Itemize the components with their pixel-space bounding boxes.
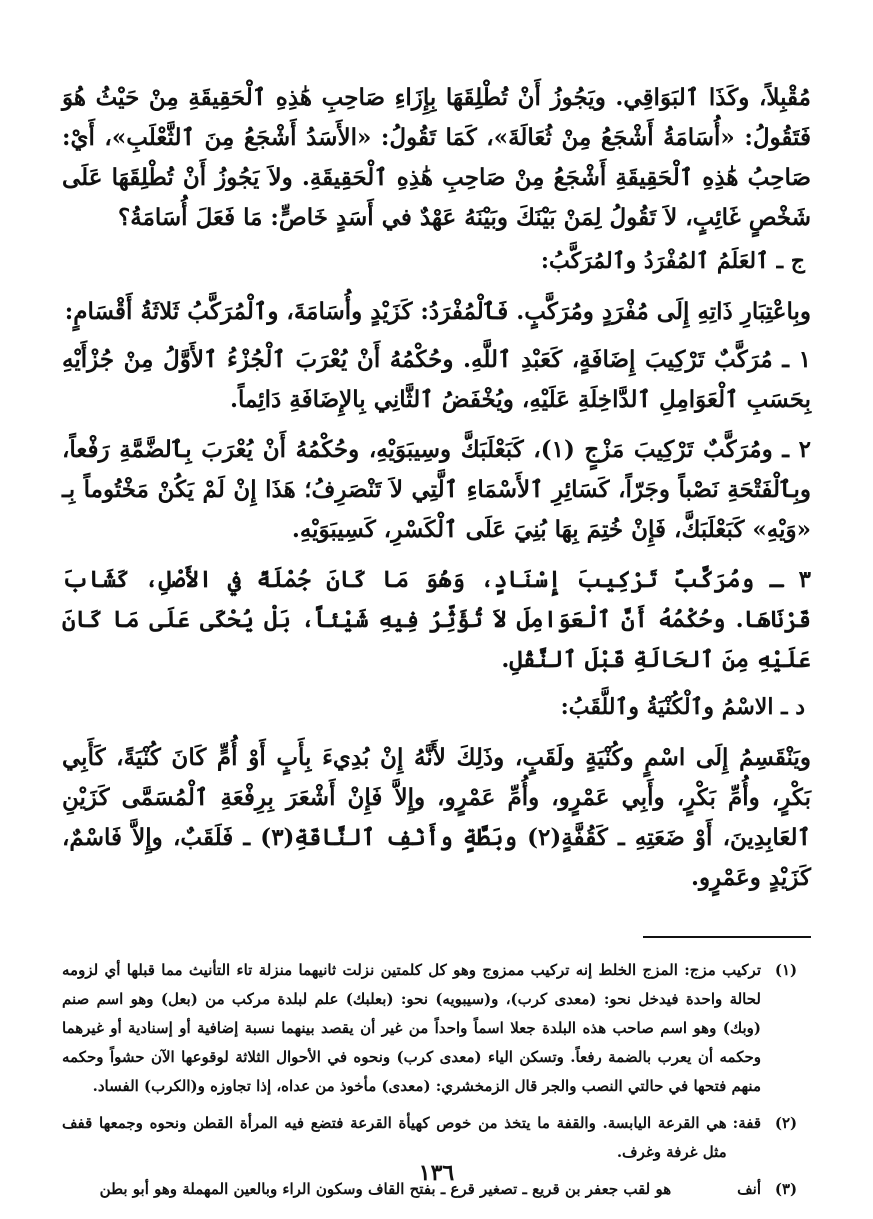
section-c-item-1: ١ ـ مُرَكَّبٌ تَرْكِيبَ إِضَافَةٍ، كَعَبْدِ ٱللَّهِ. وحُكْمُهُ أَنْ يُعْرَبَ ٱلْجُزْءُ ٱلأَوَّلُ مِنْ جُزْأَيْهِ بِحَسَبِ ٱلْعَوَامِلِ ٱلدَّاخِلَةِ عَلَيْهِ، ويُخْفَضُ ٱلثَّانِي بِالإِضَافَةِ دَائِماً. [62,346,811,413]
footnote-number: (١) [774,961,798,979]
footnote-number: (٢) [774,1114,798,1132]
section-d-paragraph: ويَنْقَسِمُ إِلَى اسْمٍ وكُنْيَةٍ ولَقَبٍ، وذَلِكَ لأَنَّهُ إِنْ بُدِيءَ بِأَبٍ أَوْ أُمٍّ كَانَ كُنْيَةً، كَأَبِي بَكْرٍ، وأُمِّ بَكْرٍ، وأَبِي عَمْرٍو، وأُمِّ عَمْرٍو، وإِلاَّ فَإِنْ أَشْعَرَ بِرِفْعَةِ ٱلْمُسَمَّى كَزَيْنِ ٱلعَابِدِينَ، أَوْ ضَعَتِهِ ـ كَقُفَّةٍ(٢) وبَطَّةٍ وأَنْفِ ٱلنَّاقَةِ(٣) ـ فَلَقَبٌ، وإِلاَّ فَاسْمٌ، كَزَيْدٍ وعَمْرٍو. [62,744,811,891]
intro-paragraph: مُقْبِلاً، وكَذَا ٱلبَوَاقِي. ويَجُوزُ أَنْ تُطْلِقَهَا بِإِزَاءِ صَاحِبِ هَٰذِهِ ٱلْحَقِيقَةِ مِنْ حَيْثُ هُوَ فَتَقُولُ: «أُسَامَةُ أَشْجَعُ مِنْ ثُعَالَةَ»، كَمَا تَقُولُ: «الأَسَدُ أَشْجَعُ مِنَ ٱلثَّعْلَبِ»، أَيْ: صَاحِبُ هَٰذِهِ ٱلْحَقِيقَةِ أَشْجَعُ مِنْ صَاحِبِ هَٰذِهِ ٱلْحَقِيقَةِ. ولاَ يَجُوزُ أَنْ تُطْلِقَهَا عَلَى شَخْصٍ غَائِبٍ، لاَ تَقُولُ لِمَنْ بَيْنَكَ وبَيْنَهُ عَهْدٌ في أَسَدٍ خَاصٍّ: مَا فَعَلَ أُسَامَةُ؟ [62,84,811,231]
footnote-headword: قفة: [732,1114,761,1132]
footnote-text: هي القرعة اليابسة. والقفة ما يتخذ من خوص كهيأة القرعة فتضع فيه المرأة القطن ونحوه وجمعها قفف مثل غرفة وغرف. [62,1114,727,1161]
footnote-1 [62,956,811,1101]
section-c-intro: وبِاعْتِبَارِ ذَاتِهِ إِلَى مُفْرَدٍ ومُرَكَّبٍ. فَٱلْمُفْرَدُ: كَزَيْدٍ وأُسَامَةَ، وٱلْمُرَكَّبُ ثَلاثَةُ أَقْسَامٍ: [64,298,811,325]
footnote-separator-wrap [62,906,811,956]
footnote-number: (٣) [774,1180,798,1198]
section-c-item-3: ٣ ـ ومُرَكَّبٌ تَرْكِيبَ إِسْنَادٍ، وَهُوَ مَا كَانَ جُمْلَةً في الأَصْلِ، كَشَابَ قَرْنَاهَا. وحُكْمُهُ أَنَّ ٱلْعَوَامِلَ لاَ تُؤَثِّرُ فِيهِ شَيْئاً، بَلْ يُحْكَى عَلَى مَا كَانَ عَلَيْهِ مِنَ ٱلحَالَةِ قَبْلَ ٱلنَّقْلِ. [62,566,811,673]
page-number: ١٣٦ [418,1160,455,1186]
section-c-item-2: ٢ ـ ومُرَكَّبٌ تَرْكِيبَ مَزْجٍ (١)، كَبَعْلَبَكَّ وسِيبَوَيْهِ، وحُكْمُهُ أَنْ يُعْرَبَ بِٱلضَّمَّةِ رَفْعاً، وبِٱلْفَتْحَةِ نَصْباً وجَرّاً، كَسَائِرِ ٱلأَسْمَاءِ ٱلَّتِي لاَ تَنْصَرِفُ؛ هَذَا إِنْ لَمْ يَكُنْ مَخْتُوماً بِـ «وَيْهِ» كَبَعْلَبَكَّ، فَإِنْ خُتِمَ بِهَا بُنِيَ عَلَى ٱلْكَسْرِ، كَسِيبَوَيْهِ. [62,436,812,543]
section-d-heading: د ـ الاسْمُ وٱلْكُنْيَةُ وٱللَّقَبُ: [560,694,805,720]
footnote-headword: أنف [737,1180,761,1198]
footnote-separator [643,936,811,938]
footnote-text: هو لقب جعفر بن قريع ـ تصغير قرع ـ بفتح القاف وسكون الراء وبالعين المهملة وهو أبو بطن [99,1180,672,1198]
footnote-text: تركيب مزج: المزج الخلط إنه تركيب ممزوج وهو كل كلمتين نزلت ثانيهما منزلة تاء التأنيث مما قبلها أي لزومه لحالة واحدة فيدخل نحو: (معدى كرب)، و(سيبويه) نحو: (بعلبك) علم لبلدة مركب من (بعل) وهو اسم صنم (وبك) وهو اسم صاحب هذه البلدة جعلا اسماً واحداً من غير أن يقصد بينهما نسبة إضافية أو إسنادية أو غيرهما وحكمه أن يعرب بالضمة رفعاً. وتسكن الياء (معدى كرب) ونحوه في الأحوال الثلاثة لوقوعها الآن حشواً وحكمه منهم فتحها في حالتي النصب والجر قال الزمخشري: (معدى) مأخوذ من عداه، إذا تجاوزه و(الكرب) الفساد. [62,961,761,1095]
section-c-heading: ج ـ ٱلعَلَمُ ٱلمُفْرَدُ وٱلمُرَكَّبُ: [540,248,805,274]
footnote-2 [62,1109,811,1167]
